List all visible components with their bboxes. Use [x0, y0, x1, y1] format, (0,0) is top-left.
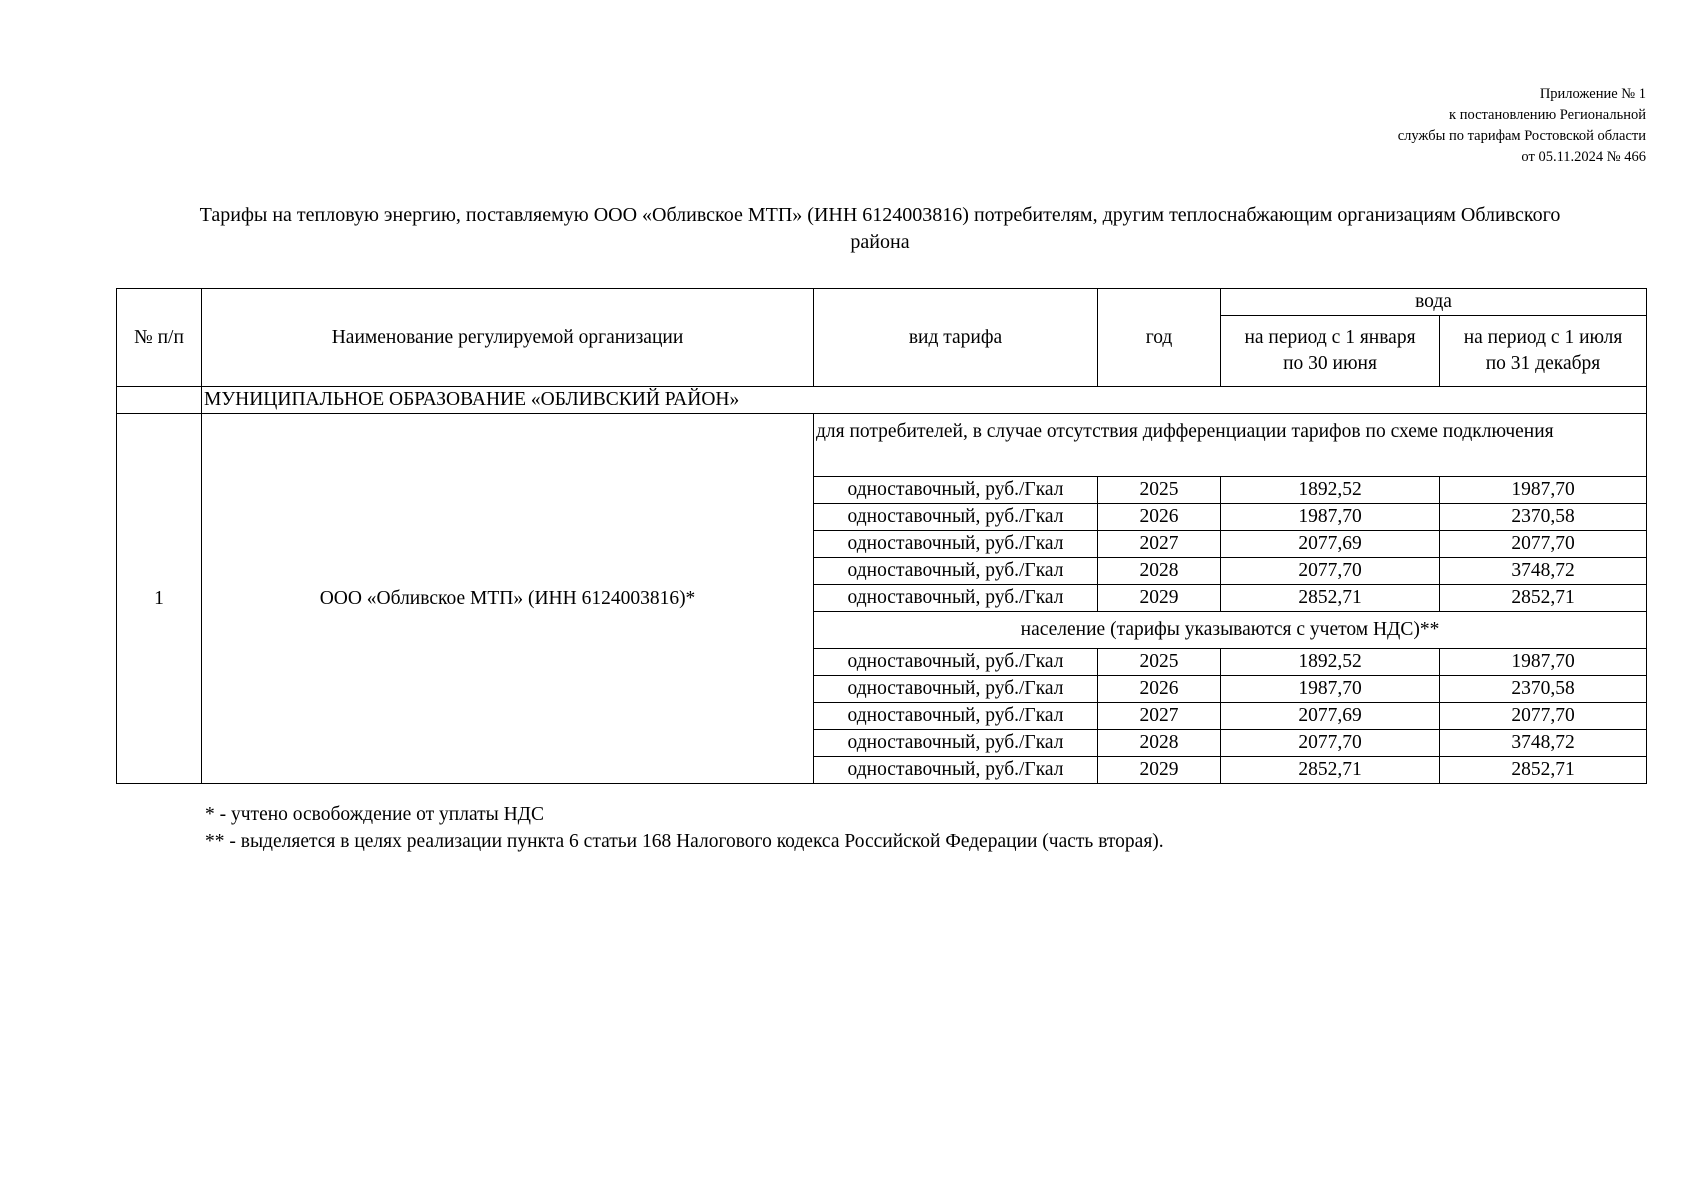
group-consumers-label: для потребителей, в случае отсутствия дифференциации тарифов по схеме подключения	[814, 414, 1647, 477]
tariff-type-cell: одноставочный, руб./Гкал	[814, 703, 1098, 730]
tariff-type-cell: одноставочный, руб./Гкал	[814, 757, 1098, 784]
period-1-value: 2077,70	[1221, 558, 1440, 585]
header-period-1	[1221, 316, 1440, 387]
period-2-value: 2370,58	[1440, 676, 1647, 703]
header-water: вода	[1221, 289, 1647, 316]
year-cell: 2028	[1098, 730, 1221, 757]
year-cell: 2026	[1098, 504, 1221, 531]
period-1-value: 2077,69	[1221, 703, 1440, 730]
tariff-type-cell: одноставочный, руб./Гкал	[814, 531, 1098, 558]
year-cell: 2028	[1098, 558, 1221, 585]
tariff-type-cell: одноставочный, руб./Гкал	[814, 504, 1098, 531]
header-number: № п/п	[117, 289, 202, 387]
year-cell: 2026	[1098, 676, 1221, 703]
year-cell: 2025	[1098, 477, 1221, 504]
period-2-value: 1987,70	[1440, 649, 1647, 676]
header-row-1	[117, 289, 1647, 316]
period-2-value: 3748,72	[1440, 558, 1647, 585]
period-2-value: 2852,71	[1440, 585, 1647, 612]
header-year: год	[1098, 289, 1221, 387]
tariff-type-cell: одноставочный, руб./Гкал	[814, 477, 1098, 504]
year-cell: 2025	[1098, 649, 1221, 676]
period-1-value: 2852,71	[1221, 585, 1440, 612]
period-1-value: 1987,70	[1221, 504, 1440, 531]
header-period-1-line-1: на период с 1 января	[1244, 327, 1416, 348]
tariff-type-cell: одноставочный, руб./Гкал	[814, 649, 1098, 676]
document-title	[120, 202, 1640, 256]
year-cell: 2027	[1098, 531, 1221, 558]
title-line-2: района	[850, 231, 910, 253]
group-population-label: население (тарифы указываются с учетом НДС)**	[814, 612, 1647, 649]
period-1-value: 2852,71	[1221, 757, 1440, 784]
period-1-value: 1892,52	[1221, 477, 1440, 504]
period-1-value: 1987,70	[1221, 676, 1440, 703]
footnote-1: * - учтено освобождение от уплаты НДС	[205, 804, 544, 825]
tariff-type-cell: одноставочный, руб./Гкал	[814, 558, 1098, 585]
entry-number: 1	[117, 414, 202, 784]
header-organization: Наименование регулируемой организации	[202, 289, 814, 387]
period-2-value: 2077,70	[1440, 531, 1647, 558]
appendix-line-1: Приложение № 1	[1539, 86, 1646, 102]
municipality-row	[117, 387, 1647, 414]
footnote-2: ** - выделяется в целях реализации пункта 6 статьи 168 Налогового кодекса Российской Федерации (часть вторая).	[205, 831, 1164, 852]
period-2-value: 3748,72	[1440, 730, 1647, 757]
period-1-value: 2077,69	[1221, 531, 1440, 558]
period-2-value: 2852,71	[1440, 757, 1647, 784]
appendix-line-4: от 05.11.2024 № 466	[1521, 149, 1646, 165]
header-period-2-line-1: на период с 1 июля	[1463, 327, 1623, 348]
tariff-type-cell: одноставочный, руб./Гкал	[814, 676, 1098, 703]
group-consumers-row	[117, 414, 1647, 477]
header-period-2	[1440, 316, 1647, 387]
tariff-type-cell: одноставочный, руб./Гкал	[814, 585, 1098, 612]
appendix-line-3: службы по тарифам Ростовской области	[1397, 128, 1646, 144]
tariff-table	[116, 288, 1647, 784]
title-line-1: Тарифы на тепловую энергию, поставляемую ООО «Обливское МТП» (ИНН 6124003816) потребителям, другим теплоснабжающим организациям Обливского	[199, 204, 1561, 226]
period-2-value: 2077,70	[1440, 703, 1647, 730]
header-tariff-type: вид тарифа	[814, 289, 1098, 387]
footnotes	[205, 801, 1164, 855]
municipality-empty-cell	[117, 387, 202, 414]
header-period-1-line-2: по 30 июня	[1283, 353, 1377, 374]
period-2-value: 2370,58	[1440, 504, 1647, 531]
header-period-2-line-2: по 31 декабря	[1485, 353, 1601, 374]
period-2-value: 1987,70	[1440, 477, 1647, 504]
year-cell: 2027	[1098, 703, 1221, 730]
tariff-type-cell: одноставочный, руб./Гкал	[814, 730, 1098, 757]
municipality-name: МУНИЦИПАЛЬНОЕ ОБРАЗОВАНИЕ «ОБЛИВСКИЙ РАЙОН»	[202, 387, 1647, 414]
organization-name: ООО «Обливское МТП» (ИНН 6124003816)*	[202, 414, 814, 784]
period-1-value: 1892,52	[1221, 649, 1440, 676]
appendix-line-2: к постановлению Региональной	[1449, 107, 1646, 123]
year-cell: 2029	[1098, 585, 1221, 612]
year-cell: 2029	[1098, 757, 1221, 784]
appendix-block	[1398, 84, 1646, 168]
period-1-value: 2077,70	[1221, 730, 1440, 757]
